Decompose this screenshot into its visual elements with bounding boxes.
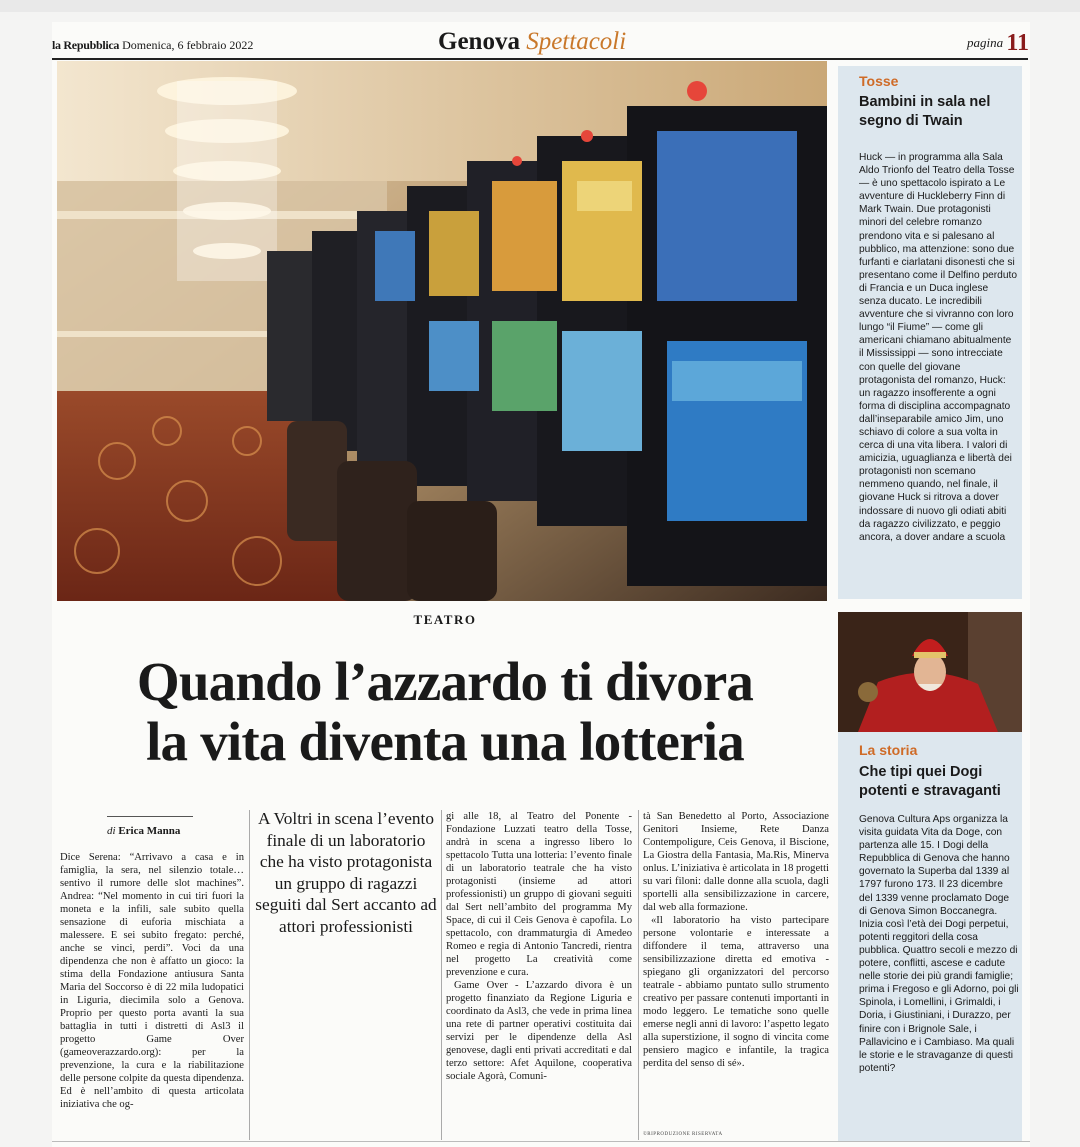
article-column-4 (643, 810, 829, 1070)
paragraph: Game Over - L’azzardo divora è un progetto finanziato da Regione Liguria e coordinato da Asl3, che vede in prima linea una rete di partner operativi costituita dai servizi per le dipendenze della Asl genovese, dagli enti privati accreditati e dal terzo settore: Afet Aquilone, cooperativa sociale Agorà, Comuni- (446, 980, 632, 1082)
copyright-note: ©RIPRODUZIONE RISERVATA (643, 1132, 723, 1137)
doge-portrait (838, 612, 1022, 732)
sidebar2-text: Genova Cultura Aps organizza la visita guidata Vita da Doge, con partenza alle 15. I Dogi della Repubblica di Genova che hanno governato la Superba dal 1339 al 1797 furono 173. Il 23 dicembre del 1339 venne proclamato Doge di Genova Simon Boccanegra. Inizia così l’età dei Dogi perpetui, potenti reggitori della cosa pubblica. Quattro secoli e mezzo di potere, conflitti, ascese e cadute nelle storie dei più grandi famiglie; prima i Fregoso e gli Adorno, poi gli Spinola, i Lomellini, i Grimaldi, i Doria, i Giustiniani, i Durazzo, per finire con i Brignole Sale, i Pallavicino e i Cambiaso. Ma quali le storie e le stravaganze di questi potenti? (859, 814, 1019, 1074)
page-label: pagina (967, 35, 1004, 50)
page-number: 11 (1006, 30, 1030, 56)
page-indicator (967, 30, 1029, 57)
issue-date: Domenica, 6 febbraio 2022 (122, 38, 254, 52)
column-rule (638, 810, 639, 1140)
city-name: Genova (438, 28, 520, 55)
headline-line-1: Quando l’azzardo ti divora (136, 651, 754, 712)
byline (107, 825, 180, 837)
column-rule (249, 810, 250, 1140)
sidebar2-title: Che tipi quei Dogi potenti e stravaganti (859, 764, 1001, 799)
paragraph: Dice Serena: “Arrivavo a casa e in famiglia, la sera, nel silenzio totale… sentivo il rumore delle slot machines”. Andrea: “Nel momento in cui tiri fuori la moneta e la infili, sale subito quella sensazione di euforia mischiata a malessere. E sei subito fregato: perché, anche se vinci, perdi”. Voci da una dipendenza che non è affatto un gioco: la stima della Fondazione antiusura Santa Maria del Soccorso è di 22 mila ludopatici in Liguria, diecimila solo a Genova. Proprio per questo porta avanti la sua battaglia in tutti i distretti di Asl3 il progetto Game Over (gameoverazzardo.org): per la prevenzione, la cura e la riabilitazione delle persone colpite da questa dipendenza. Ed è nell’ambito di questa articolata iniziativa che og- (60, 852, 244, 1110)
article-headline (60, 652, 830, 772)
article-kicker: TEATRO (413, 612, 477, 627)
viewer-top-bar (0, 0, 1080, 12)
paragraph: «Il laboratorio ha visto partecipare persone volontarie e interessate a diffondere il tema, attraverso una sensibilizzazione diretta ed emotiva - spiegano gli organizzatori del percorso teatrale - abbiamo puntato sullo strumento creativo per passare contenuti importanti in modo leggero. Le tematiche sono quelle emerse negli anni di lavoro: l’aspetto legato alla superstizione, il sogno di vincita come pensiero magico e infantile, la tragica perdita del senso di sé». (643, 915, 829, 1069)
column-rule (441, 810, 442, 1140)
section-header (438, 28, 626, 56)
newspaper-name: la Repubblica (52, 38, 120, 52)
section-name: Spettacoli (526, 28, 627, 55)
paragraph: tà San Benedetto al Porto, Associazione Genitori Insieme, Rete Danza Contempoligure, Ceis Genova, il Biscione, La Giostra della Fantasia, Ma.Ris, Minerva onlus. L’iniziativa è articolata in 18 progetti su vari filoni: dalle donne alla scuola, dagli sportelli alla sensibilizzazione in carcere, dal web alla formazione. (643, 811, 829, 913)
article-column-1 (60, 851, 244, 1111)
sidebar1-text: Huck — in programma alla Sala Aldo Trionfo del Teatro della Tosse — è uno spettacolo ispirato a Le avventure di Huckleberry Finn di Mark Twain. Due protagonisti minori del celebre romanzo prendono vita e si palesano al pubblico, ma attenzione: sono due furfanti e ciarlatani disonesti che si presentano come il Delfino perduto di Francia e un Duca inglese senza ducato. Le incredibili avventure che si vivranno con loro lungo “il Fiume” — come gli americani chiamano abitualmente il Mississippi — sono intrecciate con quelle del giovane protagonista del romanzo, Huck: un ragazzo insofferente a ogni forma di disciplina accompagnato dall’inseparabile amico Jim, uno schiavo di colore a sua volta in cerca di una vita libera. I valori di amicizia, uguaglianza e libertà dei protagonisti non scemano nemmeno quando, nel finale, il giovane Huck si ritrova a dover indossare di nuovo gli odiati abiti da ragazzo civilizzato, e peggio ancora, a dover andare a scuola (859, 152, 1018, 543)
sidebar1-kicker: Tosse (859, 73, 899, 89)
slot-machines-photo (57, 61, 827, 601)
article-column-3 (446, 810, 632, 1083)
pullquote: A Voltri in scena l’evento finale di un laboratorio che ha visto protagonista un gruppo di ragazzi seguiti dal Sert accanto ad attori professionisti (255, 809, 437, 936)
page-bottom-rule (52, 1141, 1030, 1142)
sidebar1-title: Bambini in sala nel segno di Twain (859, 94, 991, 129)
byline-author: Erica Manna (118, 825, 181, 837)
byline-prefix: di (107, 825, 116, 837)
masthead-left (52, 38, 253, 53)
headline-line-2: la vita diventa una lotteria (146, 711, 744, 772)
header-rule (52, 58, 1028, 60)
sidebar2-kicker: La storia (859, 742, 918, 758)
paragraph: gi alle 18, al Teatro del Ponente - Fondazione Luzzati teatro della Tosse, andrà in scena a ingresso libero lo spettacolo Tutta una lotteria: l’evento finale di un laboratorio teatrale che ha visto protagonisti (insieme ad attori professionisti) un gruppo di giovani seguiti dal Sert nell’ambito del programma My Space, di cui il Ceis Genova è capofila. Lo spettacolo, con drammaturgia di Amedeo Romeo e regia di Antonio Tancredi, rientra nel progetto La creatività come prevenzione e cura. (446, 811, 632, 978)
byline-rule (107, 816, 193, 817)
